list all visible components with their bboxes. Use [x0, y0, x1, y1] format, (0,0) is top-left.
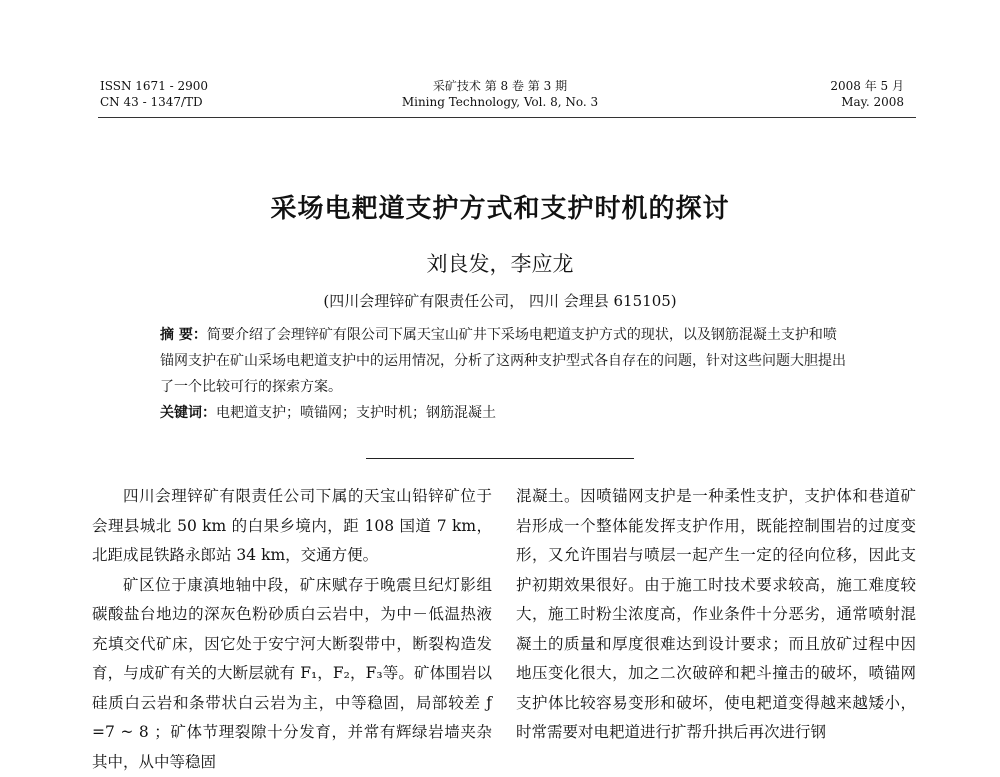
header-rule	[98, 117, 916, 118]
affiliation: (四川会理锌矿有限责任公司， 四川 会理县 615105)	[0, 290, 1000, 311]
body-paragraph: 矿区位于康滇地轴中段，矿床赋存于晚震旦纪灯影组碳酸盐台地边的深灰色粉砂质白云岩中，为中－低温热液充填交代矿床，因它处于安宁河大断裂带中，断裂构造发育，与成矿有关的大断层就有 F₁，F₂，F₃等。矿体围岩以硅质白云岩和条带状白云岩为主，中等稳固，局部较差 ƒ =7 ~ 8 ；矿体节理裂隙十分发育，并常有辉绿岩墙夹杂其中，从中等稳固	[92, 571, 492, 777]
abstract	[160, 322, 850, 426]
body-column-right	[516, 482, 916, 748]
journal-name-cn: 采矿技术 第 8 卷 第 3 期	[0, 78, 1000, 94]
abstract-separator	[366, 458, 634, 459]
article-title: 采场电耙道支护方式和支护时机的探讨	[0, 188, 1000, 225]
authors: 刘良发，李应龙	[0, 248, 1000, 278]
cn-number: CN 43 - 1347/TD	[100, 94, 208, 110]
keywords-text: 电耙道支护；喷锚网；支护时机；钢筋混凝土	[216, 405, 496, 421]
journal-name-en: Mining Technology, Vol. 8, No. 3	[0, 94, 1000, 110]
keywords-label: 关键词：	[160, 405, 216, 421]
abstract-paragraph	[160, 322, 850, 400]
body-paragraph: 混凝土。因喷锚网支护是一种柔性支护，支护体和巷道矿岩形成一个整体能发挥支护作用，既能控制围岩的过度变形，又允许围岩与喷层一起产生一定的径向位移，因此支护初期效果很好。由于施工时技术要求较高，施工难度较大，施工时粉尘浓度高，作业条件十分恶劣，通常喷射混凝土的质量和厚度很难达到设计要求；而且放矿过程中因地压变化很大，加之二次破碎和耙斗撞击的破坏，喷锚网支护体比较容易变形和破坏，使电耙道变得越来越矮小，时常需要对电耙道进行扩帮升拱后再次进行钢	[516, 482, 916, 748]
date-en: May. 2008	[830, 94, 904, 110]
body-column-left	[92, 482, 492, 777]
abstract-text: 简要介绍了会理锌矿有限公司下属天宝山矿井下采场电耙道支护方式的现状，以及钢筋混凝土支护和喷锚网支护在矿山采场电耙道支护中的运用情况，分析了这两种支护型式各自存在的问题，针对这些问题大胆提出了一个比较可行的探索方案。	[160, 327, 846, 395]
header-right	[830, 78, 904, 110]
keywords-line	[160, 400, 850, 426]
date-cn: 2008 年 5 月	[830, 78, 904, 94]
issn: ISSN 1671 - 2900	[100, 78, 208, 94]
body-paragraph: 四川会理锌矿有限责任公司下属的天宝山铅锌矿位于会理县城北 50 km 的白果乡境内，距 108 国道 7 km，北距成昆铁路永郎站 34 km，交通方便。	[92, 482, 492, 571]
abstract-label: 摘 要：	[160, 327, 207, 343]
